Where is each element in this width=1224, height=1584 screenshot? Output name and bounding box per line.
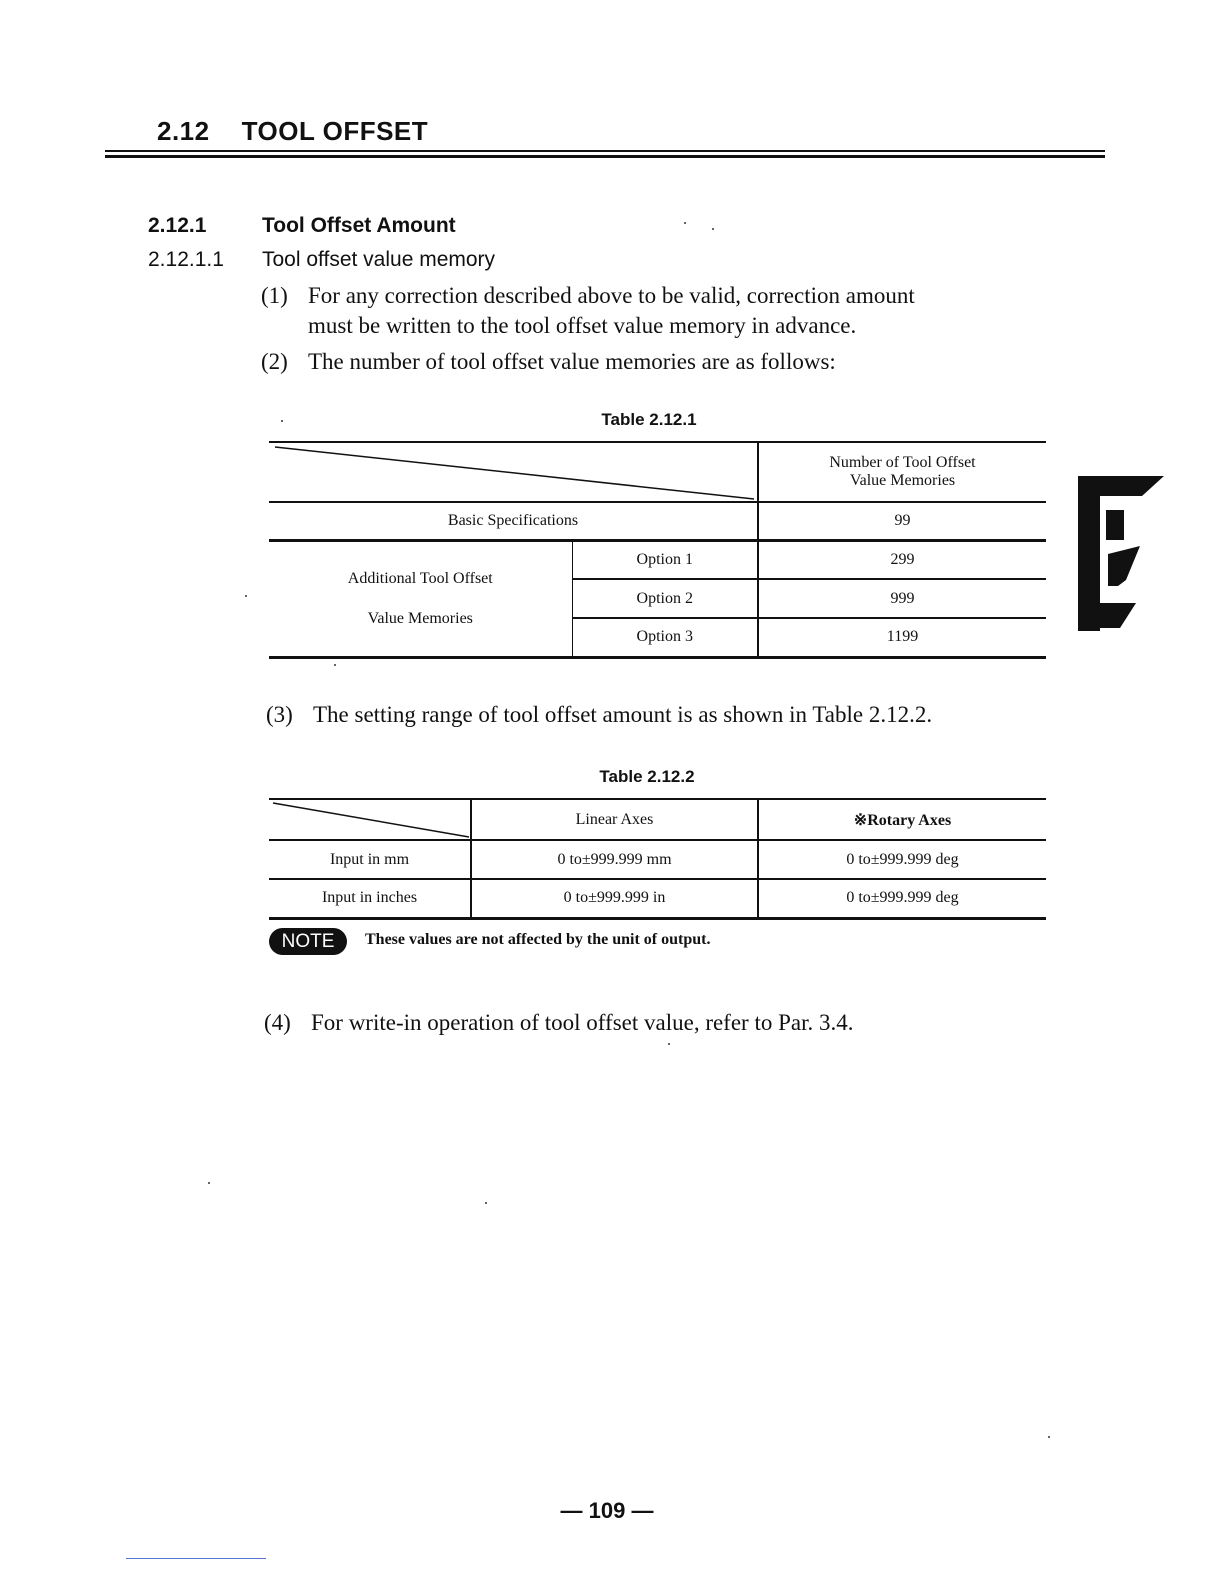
paragraph-3-label: (3) xyxy=(266,702,293,727)
table-2-row xyxy=(269,840,1046,879)
table-1-option-row xyxy=(269,540,1046,579)
table-1-additional-line-1: Additional Tool Offset xyxy=(347,569,493,587)
paragraph-3 xyxy=(266,698,932,731)
subsubsection-title: Tool offset value memory xyxy=(262,248,496,271)
table-2 xyxy=(269,798,1046,920)
table-1-header-row xyxy=(269,442,1046,502)
scan-speck xyxy=(712,228,714,230)
table-1-option-label: Option 1 xyxy=(572,540,758,579)
section-title: TOOL OFFSET xyxy=(241,116,429,146)
paragraph-1-label: (1) xyxy=(261,283,288,308)
table-1-caption: Table 2.12.1 xyxy=(601,410,697,429)
subsubsection-number: 2.12.1.1 xyxy=(148,248,224,271)
table-1-option-label: Option 2 xyxy=(572,579,758,618)
table-2-column-header: ※Rotary Axes xyxy=(758,799,1046,840)
subsection-number: 2.12.1 xyxy=(148,214,207,237)
subsection-title: Tool Offset Amount xyxy=(262,214,456,237)
heading-rule-thin xyxy=(105,150,1105,152)
table-1-additional-line-2: Value Memories xyxy=(367,609,473,627)
table-1-header-line-1: Number of Tool Offset xyxy=(829,454,976,471)
section-number: 2.12 xyxy=(157,116,210,146)
section-heading xyxy=(157,116,428,147)
paragraph-4-label: (4) xyxy=(264,1010,291,1035)
scan-speck xyxy=(245,595,247,597)
table-2-cell: 0 to±999.999 in xyxy=(471,879,758,918)
table-2-column-header: Linear Axes xyxy=(471,799,758,840)
table-1-basic-row xyxy=(269,502,1046,540)
table-2-cell: 0 to±999.999 mm xyxy=(471,840,758,879)
table-1-option-value: 299 xyxy=(758,540,1046,579)
heading-rule-thick xyxy=(105,155,1105,158)
note-text: These values are not affected by the unit of output. xyxy=(365,931,711,948)
table-1-header-cell xyxy=(758,442,1046,502)
chapter-tab-icon xyxy=(1078,468,1168,633)
table-2-header-row xyxy=(269,799,1046,840)
table-2-row-label: Input in mm xyxy=(269,840,471,879)
table-1-diagonal-corner xyxy=(269,442,758,502)
scan-speck xyxy=(334,664,336,666)
table-2-diagonal-line xyxy=(269,800,471,839)
table-1-option-value: 1199 xyxy=(758,618,1046,657)
table-1-diagonal-line xyxy=(269,443,758,501)
table-1-option-value: 999 xyxy=(758,579,1046,618)
table-1-basic-value: 99 xyxy=(758,502,1046,540)
table-2-row xyxy=(269,879,1046,918)
table-2-diagonal-corner xyxy=(269,799,471,840)
scan-speck xyxy=(281,420,283,422)
table-1-option-label: Option 3 xyxy=(572,618,758,657)
table-2-caption: Table 2.12.2 xyxy=(599,767,695,786)
paragraph-4-text: For write-in operation of tool offset value, refer to Par. 3.4. xyxy=(311,1010,854,1035)
paragraph-1 xyxy=(261,279,915,312)
table-2-cell: 0 to±999.999 deg xyxy=(758,840,1046,879)
paragraph-1-line-1: For any correction described above to be valid, correction amount xyxy=(308,283,915,308)
table-1-basic-label: Basic Specifications xyxy=(269,502,758,540)
footer-rule xyxy=(126,1558,266,1559)
scan-speck xyxy=(208,1182,210,1184)
paragraph-2-label: (2) xyxy=(261,349,288,374)
page-number: — 109 — xyxy=(560,1498,654,1523)
note-badge: NOTE xyxy=(269,928,347,955)
paragraph-3-text: The setting range of tool offset amount is as shown in Table 2.12.2. xyxy=(313,702,933,727)
table-1-header-line-2: Value Memories xyxy=(849,472,956,489)
scan-speck xyxy=(684,222,686,224)
paragraph-2-text: The number of tool offset value memories are as follows: xyxy=(308,349,836,374)
paragraph-4 xyxy=(264,1006,854,1039)
scan-speck xyxy=(1048,1436,1050,1438)
paragraph-2 xyxy=(261,345,836,378)
table-1 xyxy=(269,441,1046,659)
scan-speck xyxy=(668,1043,670,1045)
table-2-row-label: Input in inches xyxy=(269,879,471,918)
scan-speck xyxy=(485,1202,487,1204)
table-2-cell: 0 to±999.999 deg xyxy=(758,879,1046,918)
table-1-additional-label xyxy=(269,540,572,657)
paragraph-1-line-2: must be written to the tool offset value memory in advance. xyxy=(308,313,857,338)
